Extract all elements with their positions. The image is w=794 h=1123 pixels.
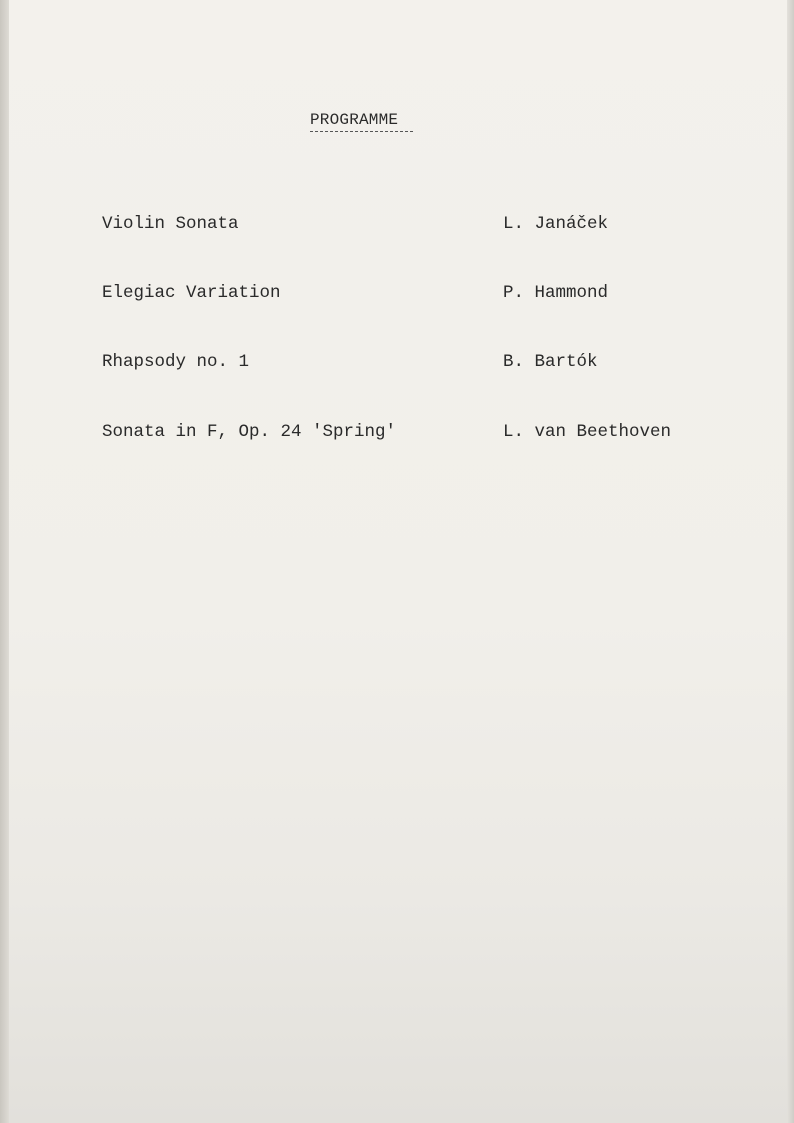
- page-title: PROGRAMME: [310, 111, 399, 129]
- programme-composer: L. van Beethoven: [503, 422, 672, 442]
- programme-composer: P. Hammond: [503, 283, 609, 303]
- programme-item: [9, 214, 787, 236]
- page-edge-left: [0, 0, 9, 1123]
- programme-work: Sonata in F, Op. 24 'Spring': [102, 422, 397, 442]
- programme-item: [9, 422, 787, 444]
- programme-work: Elegiac Variation: [102, 283, 281, 303]
- programme-page: [9, 0, 787, 1123]
- programme-item: [9, 283, 787, 305]
- programme-work: Violin Sonata: [102, 214, 239, 234]
- page-edge-right: [787, 0, 794, 1123]
- programme-work: Rhapsody no. 1: [102, 352, 250, 372]
- programme-item: [9, 352, 787, 374]
- programme-composer: L. Janáček: [503, 214, 609, 234]
- programme-composer: B. Bartók: [503, 352, 598, 372]
- title-underline: [310, 131, 413, 132]
